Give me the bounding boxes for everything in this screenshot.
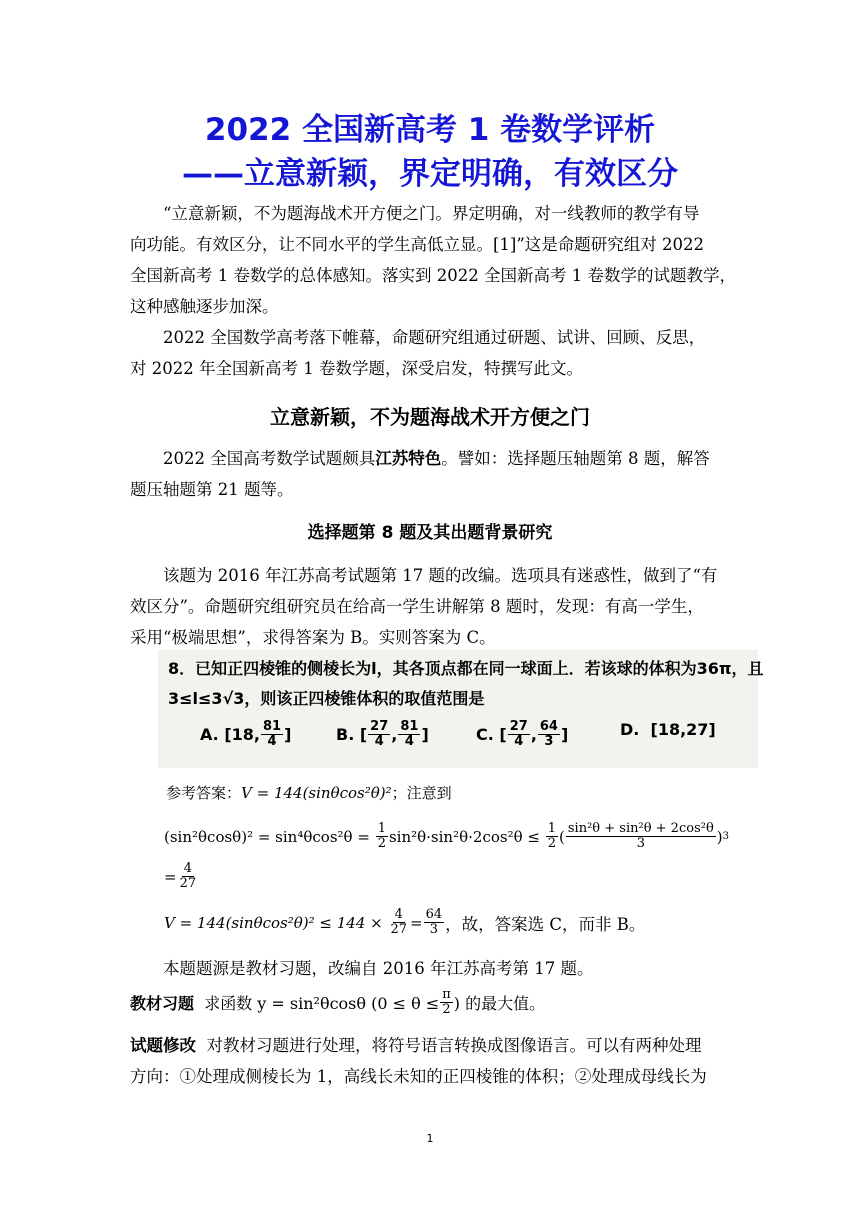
option-b: B. [ $\frac{27}{4}$ , $\frac{81}{4}$ ] (336, 719, 429, 749)
equation-2: = $\frac{4}{27}$ (164, 861, 197, 891)
modify-paragraph (130, 1030, 730, 1092)
section-heading: 立意新颖，不为题海战术开方便之门 (270, 405, 590, 429)
text-line: 这种感触逐步加深。 (130, 297, 279, 316)
option-d: D. [18,27] (620, 720, 716, 739)
text-line: 方向：①处理成侧棱长为 1，高线长未知的正四棱锥的体积；②处理成母线长为 (130, 1067, 707, 1086)
document-title-line1: 2022 全国新高考 1 卷数学评析 (204, 112, 656, 148)
text-line: 2022 全国高考数学试题颇具江苏特色。譬如：选择题压轴题第 8 题，解答 (163, 449, 710, 468)
text-line: 对 2022 年全国新高考 1 卷数学题，深受启发，特撰写此文。 (130, 359, 583, 378)
option-a: A. [18, $\frac{81}{4}$ ] (200, 719, 292, 749)
problem-stem-line1: 8．已知正四棱锥的侧棱长为l，其各顶点都在同一球面上．若该球的体积为36π，且 (168, 659, 764, 678)
reference-answer-line: 参考答案： V = 144(sinθcos²θ)² ；注意到 (166, 783, 452, 802)
problem-stem-line2: 3≤l≤3√3，则该正四棱锥体积的取值范围是 (168, 689, 485, 708)
text-line: “立意新颖，不为题海战术开方便之门。界定明确，对一线教师的教学有导 (163, 204, 700, 223)
text-line: 效区分”。命题研究组研究员在给高一学生讲解第 8 题时，发现：有高一学生， (130, 597, 704, 616)
equation-3: V = 144(sinθcos²θ)² ≤ 144 × $\frac{4}{27}$ = $\frac{64}{3}$ ，故，答案选 C，而非 B。 (164, 907, 646, 937)
intro-paragraph-2 (130, 322, 730, 384)
text-line: 题压轴题第 21 题等。 (130, 480, 294, 499)
problem-8-image (158, 650, 764, 768)
text-line: 本题题源是教材习题，改编自 2016 年江苏高考第 17 题。 (163, 959, 594, 978)
option-c: C. [ $\frac{27}{4}$ , $\frac{64}{3}$ ] (476, 719, 569, 749)
text-line: 向功能。有效区分，让不同水平的学生高低立显。[1]”这是命题研究组对 2022 (130, 235, 705, 254)
bold-emphasis: 江苏特色 (375, 449, 442, 468)
section1-paragraph (130, 443, 730, 505)
text-line: 2022 全国数学高考落下帷幕，命题研究组通过研题、试讲、回顾、反思， (163, 328, 706, 347)
text-line: 采用“极端思想”，求得答案为 B。实则答案为 C。 (130, 628, 496, 647)
text-line: 该题为 2016 年江苏高考试题第 17 题的改编。选项具有迷惑性，做到了“有 (163, 566, 718, 585)
formula: V = 144(sinθcos²θ)² (241, 783, 392, 802)
equation-1: (sin²θcosθ)² = sin⁴θcos²θ = $\frac{1}{2}$ sin²θ·sin²θ·2cos²θ ≤ $\frac{1}{2}$ ( $\frac{\text{sin²θ + sin²θ + 2cos²θ}}{3}$ ) 3 (164, 821, 730, 851)
subsection-heading: 选择题第 8 题及其出题背景研究 (307, 523, 553, 543)
textbook-exercise: 教材习题 求函数 y = sin²θcosθ (0 ≤ θ ≤ $\frac{\pi}{2}$ ) 的最大值。 (130, 987, 546, 1017)
document-title-line2: ——立意新颖，界定明确，有效区分 (182, 156, 678, 192)
text-line: 试题修改 对教材习题进行处理，将符号语言转换成图像语言。可以有两种处理 (130, 1036, 702, 1055)
source-paragraph (130, 953, 730, 984)
page-number: 1 (426, 1132, 434, 1145)
text-line: 全国新高考 1 卷数学的总体感知。落实到 2022 全国新高考 1 卷数学的试题教学， (130, 266, 736, 285)
intro-paragraph-1 (130, 198, 736, 322)
subsection-paragraph (130, 560, 730, 653)
